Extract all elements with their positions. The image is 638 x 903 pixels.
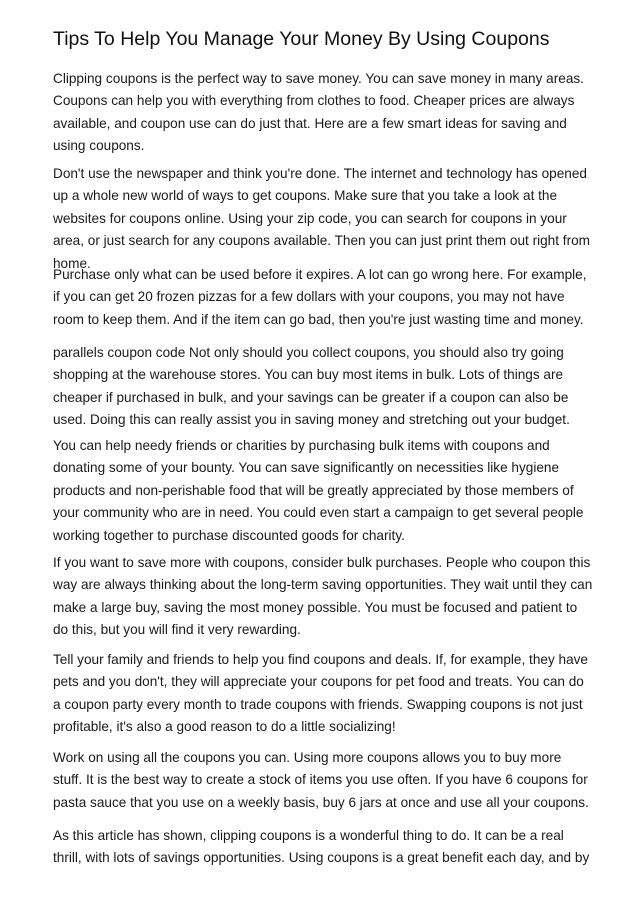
paragraph-expiration: Purchase only what can be used before it expires. A lot can go wrong here. For example, if you can get 20 frozen pizzas for a few dollars with your coupons, you may not have room to keep them. And if the item can go bad, then you're just wasting time and money. (53, 267, 587, 327)
paragraph-bulk-purchases: If you want to save more with coupons, consider bulk purchases. People who coupon this way are always thinking about the long-term saving opportunities. They wait until they can make a large buy, saving the most money possible. You must be focused and patient to do this, but you will find it very rewarding. (53, 555, 593, 638)
paragraph-charity: You can help needy friends or charities by purchasing bulk items with coupons and donating some of your bounty. You can save significantly on necessities like hygiene products and non-perishable food that will be greatly appreciated by those members of your community who are in need. You could even start a campaign to get several people working together to purchase discounted goods for charity. (53, 438, 584, 543)
document-title: Tips To Help You Manage Your Money By Using Coupons (53, 28, 550, 50)
paragraph-intro: Clipping coupons is the perfect way to save money. You can save money in many areas. Coupons can help you with everything from clothes to food. Cheaper prices are always available, and coupon use can do just that. Here are a few smart ideas for saving and using coupons. (53, 71, 584, 154)
paragraph-family-friends: Tell your family and friends to help you find coupons and deals. If, for example, they have pets and you don't, they will appreciate your coupons for pet food and treats. You can do a coupon party every month to trade coupons with friends. Swapping coupons is not just profitable, it's also a good reason to do a little socializing! (53, 652, 588, 735)
paragraph-warehouse-stores: parallels coupon code Not only should you collect coupons, you should also try going shopping at the warehouse stores. You can buy most items in bulk. Lots of things are cheaper if purchased in bulk, and your savings can be greater if a coupon can also be used. Doing this can really assist you in saving money and stretching out your budget. (53, 345, 570, 428)
paragraph-online-coupons: Don't use the newspaper and think you're done. The internet and technology has opened up a whole new world of ways to get coupons. Make sure that you take a look at the websites for coupons online. Using your zip code, you can search for coupons in your area, or just search for any coupons available. Then you can just print them out right from home. (53, 166, 590, 271)
paragraph-use-all-coupons: Work on using all the coupons you can. Using more coupons allows you to buy more stuff. It is the best way to create a stock of items you use often. If you have 6 coupons for pasta sauce that you use on a weekly basis, buy 6 jars at once and use all your coupons. (53, 750, 589, 810)
paragraph-conclusion: As this article has shown, clipping coupons is a wonderful thing to do. It can be a real thrill, with lots of savings opportunities. Using coupons is a great benefit each day, and by (53, 828, 590, 866)
